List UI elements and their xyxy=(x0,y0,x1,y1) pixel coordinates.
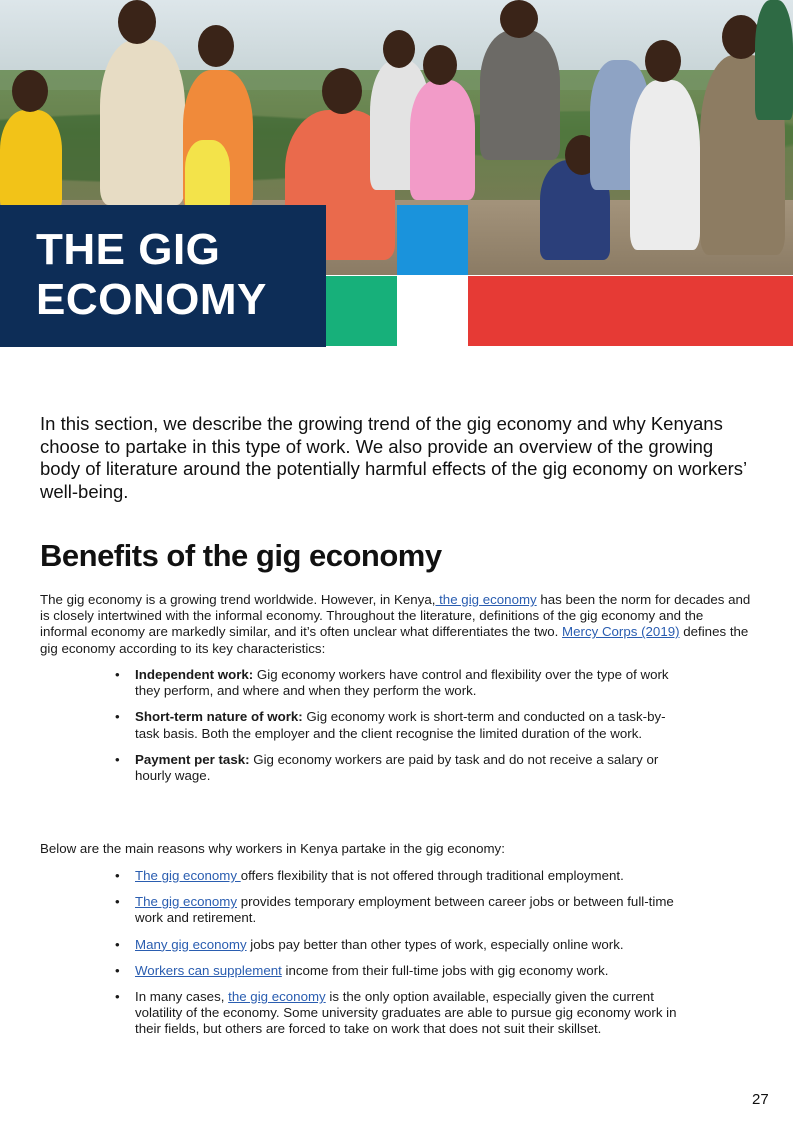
intro-paragraph: In this section, we describe the growing trend of the gig economy and why Kenyans choose to partake in this type of work. We also provide an overview of the growing body of literature around the potentially harmful effects of the gig economy on workers’ well-being. xyxy=(40,413,747,502)
characteristic-text: Gig economy work is short-term and conducted on a task-by-task basis. Both the employer and the client recognise the limited duration of the work. xyxy=(135,709,666,741)
reasons-list xyxy=(115,868,685,1048)
reason-link[interactable]: Many gig economy xyxy=(135,936,247,952)
reason-post: income from their full-time jobs with gig economy work. xyxy=(281,962,609,978)
list-item xyxy=(115,989,685,1038)
mercy-corps-link[interactable]: Mercy Corps (2019) xyxy=(562,624,680,640)
benefits-text-1: The gig economy is a growing trend worldwide. However, in Kenya, xyxy=(40,592,436,607)
reason-pre: In many cases, xyxy=(135,989,229,1005)
section-title-line1: THE GIG xyxy=(36,225,221,274)
list-item xyxy=(115,894,685,926)
list-item xyxy=(115,752,685,784)
characteristics-list xyxy=(115,667,685,794)
decor-blue-block xyxy=(397,205,468,275)
reason-post: jobs pay better than other types of work, especially online work. xyxy=(246,936,624,952)
characteristic-text: Gig economy workers have control and flexibility over the type of work they perform, and where and when they perform the work. xyxy=(135,667,669,699)
characteristic-label: Short-term nature of work: xyxy=(135,709,303,725)
reason-link[interactable]: Workers can supplement xyxy=(135,962,282,978)
list-item xyxy=(115,667,685,699)
section-title-line2: ECONOMY xyxy=(36,275,267,324)
gig-economy-link-1[interactable]: the gig economy xyxy=(435,592,537,607)
characteristic-text: Gig economy workers are paid by task and do not receive a salary or hourly wage. xyxy=(135,751,659,784)
section-title-block xyxy=(0,205,326,347)
reason-post: is the only option available, especially given the current volatility of the economy. Some university graduates are able to pursue gig economy work in their fields, but others are forced to take on work that does not suit their skillset. xyxy=(135,989,677,1037)
list-item xyxy=(115,868,685,884)
page-number: 27 xyxy=(752,1091,769,1108)
reason-link[interactable]: The gig economy xyxy=(135,894,237,910)
decor-green-block xyxy=(326,276,397,346)
list-item xyxy=(115,709,685,741)
characteristic-label: Independent work: xyxy=(135,667,254,682)
reason-post: provides temporary employment between career jobs or between full-time work and retirement. xyxy=(135,894,674,926)
decor-white-block xyxy=(397,276,468,346)
benefits-text-3: defines the gig economy according to its key characteristics: xyxy=(40,624,749,656)
reason-post: offers flexibility that is not offered through traditional employment. xyxy=(240,868,624,883)
decor-red-block xyxy=(468,276,793,346)
characteristic-label: Payment per task: xyxy=(135,751,250,767)
section-title xyxy=(36,225,267,325)
benefits-paragraph xyxy=(40,592,752,657)
list-item xyxy=(115,963,685,979)
benefits-text-2: has been the norm for decades and is closely intertwined with the informal economy. Throughout the literature, definitions of the gig economy and the informal economy are markedly similar, and it’s often unclear what differentiates the two. xyxy=(40,592,751,640)
reason-link[interactable]: the gig economy xyxy=(228,989,326,1005)
reasons-intro: Below are the main reasons why workers in Kenya partake in the gig economy: xyxy=(40,841,505,856)
benefits-heading: Benefits of the gig economy xyxy=(40,538,442,573)
list-item xyxy=(115,937,685,953)
reason-link[interactable]: The gig economy xyxy=(135,868,241,883)
